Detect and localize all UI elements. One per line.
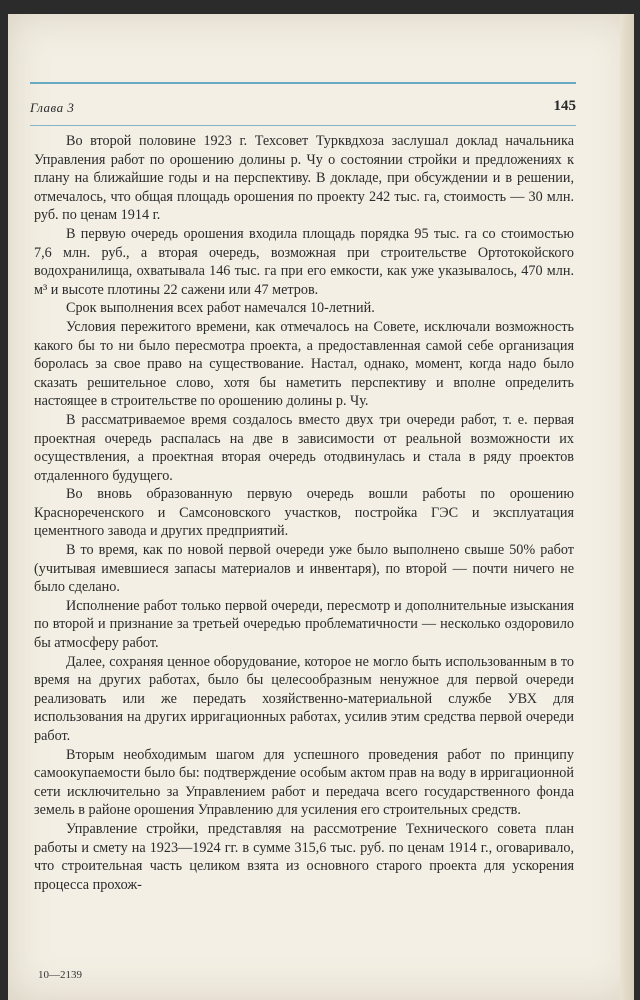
paragraph: Управление стройки, представляя на рассмотрение Технического совета план работы и смету на 1923—1924 гг. в сумме 315,6 тыс. руб. по ценам 1914 г., оговаривало, что строительная часть целиком взята из основного старого проекта для ускорения процесса прохож- — [34, 820, 574, 893]
paragraph: Далее, сохраняя ценное оборудование, которое не могло быть использованным в то время на других работах, было бы целесообразным ненужное для первой очереди реализовать или же передать хозяйственно-материальной службе УВХ для использования на других ирригационных работах, усилив этим средства первой очереди работ. — [34, 653, 574, 744]
page-edge — [620, 14, 634, 1000]
paragraph: Исполнение работ только первой очереди, пересмотр и дополнительные изыскания по второй и признание за третьей очередью проблематичности — несколько оздоровило бы атмосферу работ. — [34, 597, 574, 652]
page-number: 145 — [553, 98, 576, 114]
paragraph: Срок выполнения всех работ намечался 10-летний. — [66, 300, 375, 317]
paragraph: В то время, как по новой первой очереди уже было выполнено свыше 50% работ (учитывая имевшиеся запасы материалов и инвентаря), по второй — почти ничего не было сделано. — [34, 542, 574, 596]
header-rule-bottom — [30, 125, 576, 126]
header-rule-top — [30, 82, 576, 84]
paragraph: Во второй половине 1923 г. Техсовет Турквдхоза заслушал доклад начальника Управления работ по орошению долины р. Чу о состоянии стройки и предложениях к плану на ближайшие годы и на перспективу. В докладе, при обсуждении и в решении, отмечалось, что общая площадь орошения по проекту 242 тыс. га, стоимость — 30 млн. руб. по ценам 1914 г. — [34, 133, 574, 224]
paragraph: Вторым необходимым шагом для успешного проведения работ по принципу самоокупаемости было бы: подтверждение особым актом прав на воду в ирригационной сети исключительно за Управлением работ и передача всего государственного фонда земель в районе орошения Управлению для усиления его строительных средств. — [34, 746, 574, 819]
paragraph: Условия пережитого времени, как отмечалось на Совете, исключали возможность какого бы то ни было пересмотра проекта, а предоставленная самой себе организация боролась за свое право на существование. Настал, однако, момент, когда надо было сказать решительное слово, хотя бы наметить перспективу и вполне определить настоящее в строительстве по орошению долины р. Чу. — [34, 318, 574, 410]
printer-signature: 10—2139 — [38, 969, 82, 981]
chapter-title: Глава 3 — [30, 100, 75, 115]
paragraph: Во вновь образованную первую очередь вошли работы по орошению Краснореченского и Самсоновского участков, постройка ГЭС и эксплуатация цементного завода и других предприятий. — [34, 486, 574, 540]
body-text — [34, 132, 574, 894]
book-page — [8, 14, 634, 1000]
paragraph: В рассматриваемое время создалось вместо двух три очереди работ, т. е. первая проектная очередь распалась на две в зависимости от реальной возможности их осуществления, а проектная вторая очередь отодвинулась и стала в ряду проектов отдаленного будущего. — [34, 411, 574, 484]
paragraph: В первую очередь орошения входила площадь порядка 95 тыс. га со стоимостью 7,6 млн. руб., а вторая очередь, возможная при строительстве Ортотокойского водохранилища, охватывала 146 тыс. га при его емкости, как уже указывалось, 470 млн. м³ и высоте плотины 22 сажени или 47 метров. — [34, 225, 574, 298]
running-head — [30, 100, 576, 122]
